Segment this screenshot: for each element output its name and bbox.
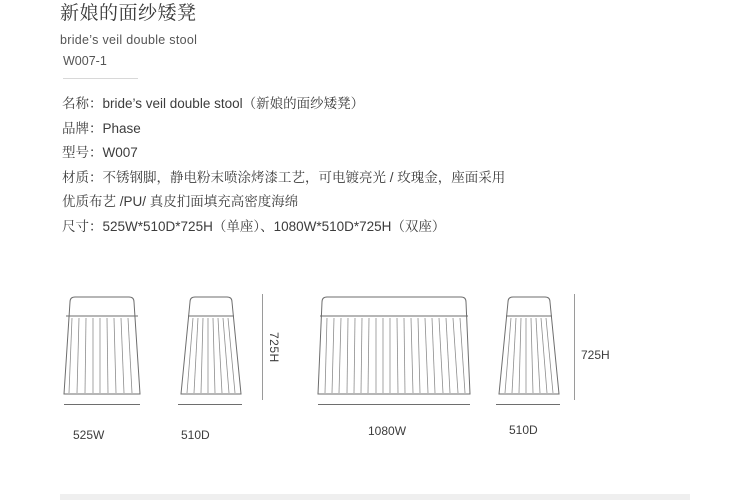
- double-stool-side-view: [494, 294, 564, 402]
- spec-line: 型号：W007: [62, 145, 138, 160]
- spec-line: 材质：不锈钢脚，静电粉末喷涂烤漆工艺，可电镀亮光 / 玫瑰金，座面采用: [62, 169, 506, 185]
- page-subtitle-english: bride’s veil double stool: [60, 33, 198, 47]
- double-front-width-label: 1080W: [368, 424, 407, 438]
- spec-list: [62, 92, 662, 239]
- single-height-label: 725H: [267, 332, 281, 363]
- single-front-baseline: [64, 404, 140, 405]
- spec-line: 尺寸：525W*510D*725H（单座）、1080W*510D*725H（双座）: [62, 218, 446, 234]
- technical-drawings: [0, 280, 750, 450]
- spec-line: 品牌：Phase: [62, 120, 141, 136]
- spec-line: 名称：bride’s veil double stool（新娘的面纱矮凳）: [62, 96, 365, 111]
- model-code: W007-1: [63, 54, 107, 68]
- spec-line: 优质布艺 /PU/ 真皮扪面填充高密度海绵: [62, 194, 299, 209]
- double-stool-front-view: [316, 294, 472, 402]
- single-side-baseline: [178, 404, 242, 405]
- single-height-dimension-line: [262, 294, 263, 400]
- single-stool-side-view: [176, 294, 246, 402]
- double-height-label: 725H: [581, 348, 610, 362]
- footer-divider: [60, 494, 690, 500]
- double-side-depth-label: 510D: [509, 423, 538, 437]
- single-front-width-label: 525W: [73, 428, 105, 442]
- double-front-baseline: [318, 404, 470, 405]
- page-title: 新娘的面纱矮凳: [60, 3, 197, 24]
- single-stool-front-view: [62, 294, 142, 402]
- single-side-depth-label: 510D: [181, 428, 210, 442]
- double-side-baseline: [496, 404, 560, 405]
- double-height-dimension-line: [574, 294, 575, 400]
- title-divider: [63, 78, 138, 79]
